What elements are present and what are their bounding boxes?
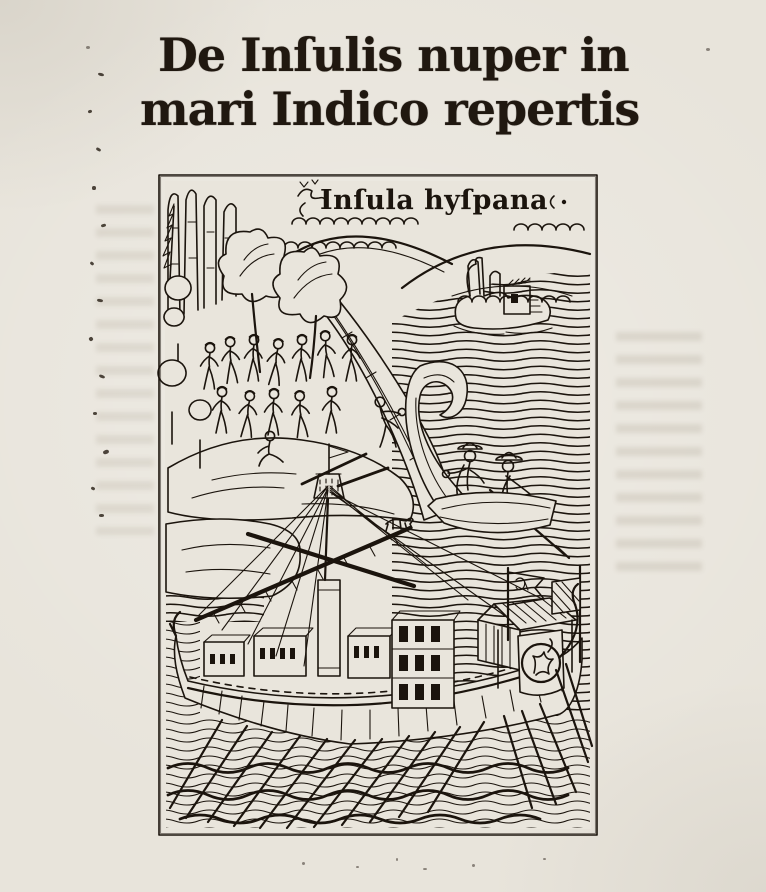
ink-speck — [706, 48, 710, 51]
ink-speck — [302, 862, 305, 865]
bleed-through-text-left — [96, 205, 154, 535]
bleed-through-text-right — [616, 332, 702, 572]
ink-speck — [396, 858, 398, 861]
ink-speck — [423, 868, 427, 870]
ink-speck — [472, 864, 475, 867]
heraldic-shield — [518, 630, 564, 695]
stern-castle — [392, 611, 460, 708]
title-line-1: De Inſulis nuper in — [158, 28, 629, 82]
title-block — [140, 28, 660, 136]
caption-banner — [298, 180, 566, 216]
ink-speck — [543, 858, 546, 860]
ink-speck — [86, 46, 90, 49]
ink-speck — [356, 866, 359, 868]
title-line-2: mari Indico repertis — [140, 82, 640, 136]
woodcut-illustration — [152, 168, 604, 842]
woodcut-caption: Inſula hyſpana — [319, 185, 549, 216]
deckhouses — [204, 628, 398, 678]
